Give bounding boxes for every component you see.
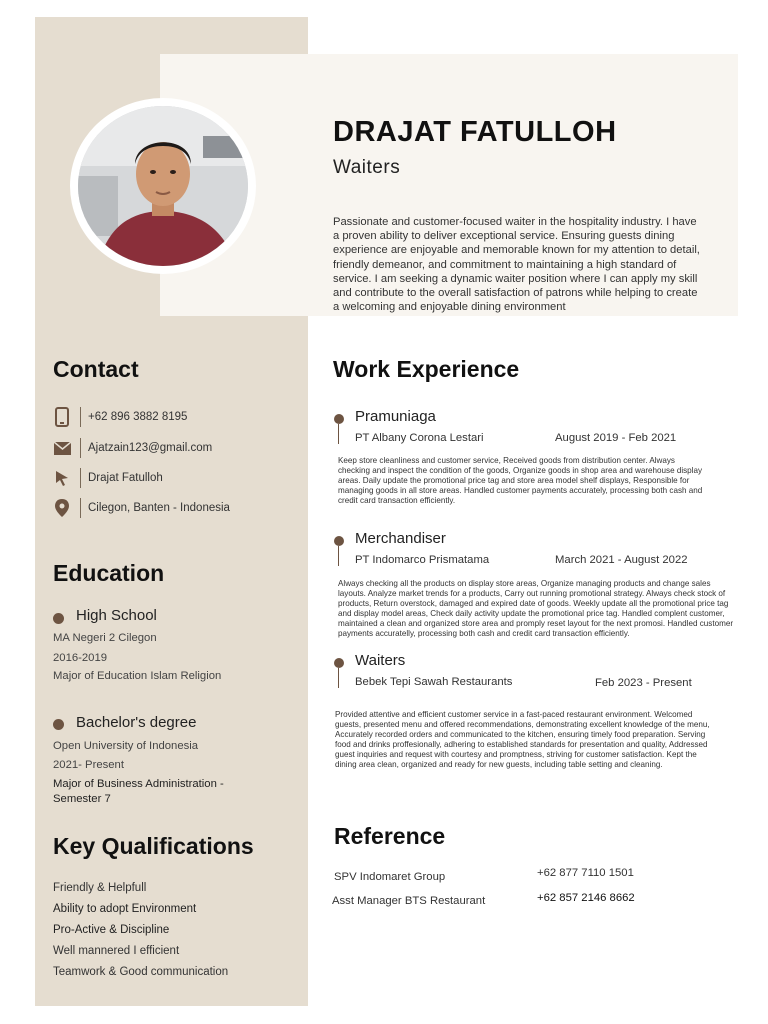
reference-name: Asst Manager BTS Restaurant: [332, 895, 486, 907]
contact-profile[interactable]: [52, 466, 163, 490]
education-years: 2021- Present: [53, 759, 124, 771]
education-degree: Bachelor's degree: [76, 714, 197, 731]
cursor-icon: [52, 468, 72, 488]
location-pin-icon: [52, 498, 72, 518]
profile-photo: [78, 106, 248, 266]
education-school: MA Negeri 2 Cilegon: [53, 632, 157, 644]
job-date: August 2019 - Feb 2021: [555, 432, 677, 444]
education-degree: High School: [76, 607, 157, 624]
qualification-item: Ability to adopt Environment: [53, 903, 197, 915]
education-school: Open University of Indonesia: [53, 740, 199, 752]
phone-icon: [52, 407, 72, 427]
qualification-item: Friendly & Helpfull: [53, 882, 147, 894]
contact-separator: [80, 498, 81, 518]
email-icon: [52, 438, 72, 458]
experience-heading: Work Experience: [333, 356, 520, 382]
reference-phone: +62 877 7110 1501: [537, 867, 634, 879]
job-timeline-line: [338, 546, 339, 566]
job-description: Always checking all the products on display store areas, Organize managing products and change sales layouts. Analyze market trends for a products, Carry out running promotional strategy. Always check stock of products, Return overstock, damaged and expired date of goods. Weekly update all the promotional price tag and display model areas, Check daily activity update the promotional price tag. Handled complent customer, maintained a clean and organized store area and promply reset layout for the next promosi. Handled customer payments accuratelly, processing both cash and credit card transaction efficiently.: [338, 579, 734, 639]
job-company: PT Indomarco Prismatama: [355, 554, 490, 566]
education-heading: Education: [53, 560, 165, 586]
job-company: PT Albany Corona Lestari: [355, 432, 484, 444]
contact-phone: [52, 405, 187, 429]
contact-separator: [80, 468, 81, 488]
qualification-item: Well mannered I efficient: [53, 945, 180, 957]
job-role: Pramuniaga: [355, 408, 436, 425]
contact-location: [52, 496, 230, 520]
reference-heading: Reference: [334, 823, 446, 849]
job-role: Merchandiser: [355, 530, 446, 547]
education-major: Major of Education Islam Religion: [53, 670, 222, 682]
job-timeline-dot: [334, 658, 344, 668]
qualifications-heading: Key Qualifications: [53, 833, 254, 859]
job-timeline-dot: [334, 536, 344, 546]
job-role: Waiters: [355, 652, 406, 669]
contact-heading: Contact: [53, 356, 139, 382]
qualification-item: Teamwork & Good communication: [53, 966, 229, 978]
job-date: March 2021 - August 2022: [555, 554, 688, 566]
job-date: Feb 2023 - Present: [595, 677, 692, 689]
profile-summary: Passionate and customer-focused waiter in the hospitality industry. I have a proven ability to deliver exceptional service. Ensuring guests dining experience are enjoyable and memorable known for my attention to detail, friendly demeanor, and commitment to maintaining a high standard of service. I am seeking a dynamic waiter position where I can apply my skill and contribute to the overall satisfaction of patrons while helping to create a welcoming and enjoyable dining environment: [333, 216, 700, 314]
reference-name: SPV Indomaret Group: [334, 871, 446, 883]
education-years: 2016-2019: [53, 652, 108, 664]
education-bullet: [53, 719, 64, 730]
job-timeline-dot: [334, 414, 344, 424]
contact-location-text: Cilegon, Banten - Indonesia: [88, 502, 230, 514]
contact-profile-text[interactable]: Drajat Fatulloh: [88, 472, 163, 484]
reference-phone: +62 857 2146 8662: [537, 892, 635, 904]
job-timeline-line: [338, 668, 339, 688]
education-bullet: [53, 613, 64, 624]
job-description: Keep store cleanliness and customer service, Received goods from distribution center. Always checking and inspect the condition of the goods, Organize goods in shop area and warehouse display areas. Daily update the promotional price tag and store area model shelf displays, Responsible for managing goods in all store areas. Handled customer payments accurately, processing both cash and credit card transaction efficiently.: [338, 456, 703, 506]
contact-separator: [80, 438, 81, 458]
job-company: Bebek Tepi Sawah Restaurants: [355, 676, 513, 688]
job-timeline-line: [338, 424, 339, 444]
candidate-name: DRAJAT FATULLOH: [333, 116, 617, 148]
contact-email-text[interactable]: Ajatzain123@gmail.com: [88, 442, 213, 454]
contact-separator: [80, 407, 81, 427]
contact-phone-text: +62 896 3882 8195: [88, 411, 188, 423]
candidate-title: Waiters: [333, 157, 401, 178]
qualification-item: Pro-Active & Discipline: [53, 924, 170, 936]
job-description: Provided attentive and efficient customer service in a fast-paced restaurant environment. Welcomed guests, presented menu and offered recommendations, demonstrating excellent knowledge of the menu, Accurately recorded orders and communicated to the kitchen, ensuring timely food preparation. Serving food and drinks proffesionally, adhering to established standards for presentation and quality, Addressed guest inquiries and request with courtesy and promptness, striving for customer satisfaction. Kept the dining area clean, organized and ready for new guests, including table setting and cleaning.: [335, 710, 710, 770]
education-major: Major of Business Administration - Semester 7: [53, 778, 224, 805]
contact-email[interactable]: [52, 436, 212, 460]
